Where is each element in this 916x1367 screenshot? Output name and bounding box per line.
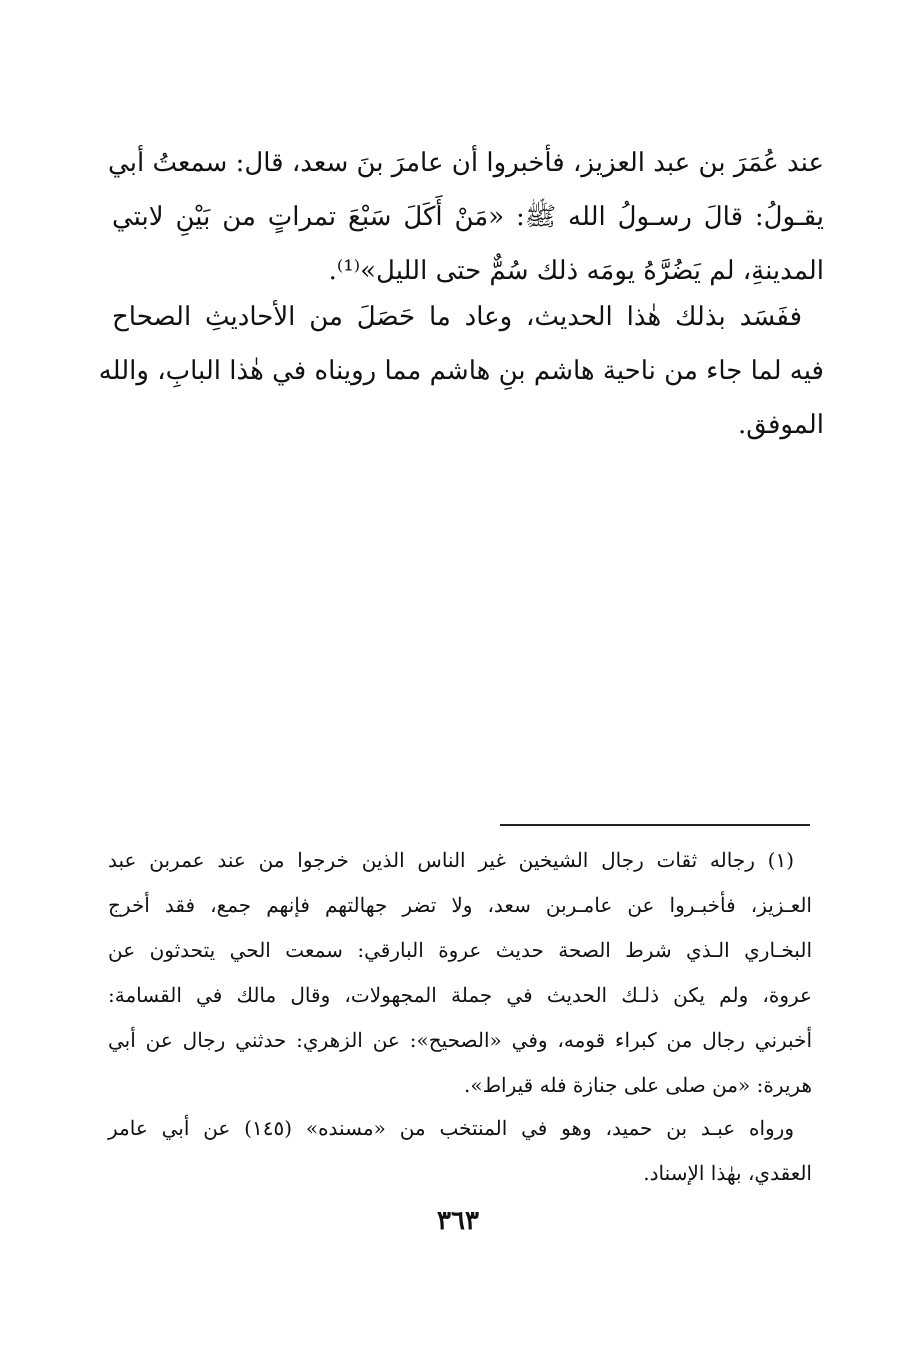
footnote-line: عروة، ولم يكن ذلـك الحديث في جملة المجهولات، وقال مالك في القسامة:: [108, 983, 812, 1007]
text-line: ففَسَد بذلك هٰذا الحديث، وعاد ما حَصَلَ من الأحاديثِ الصحاح: [112, 302, 802, 332]
text-line: المدينةِ، لم يَضُرَّهُ يومَه ذلك سُمٌّ حتى الليل»⁽¹⁾.: [328, 256, 824, 286]
footnote-line: (١) رجاله ثقات رجال الشيخين غير الناس الذين خرجوا من عند عمربن عبد: [108, 848, 794, 872]
footnote-separator: [500, 824, 810, 826]
text-line: يقـولُ: قالَ رسـولُ الله ﷺ: «مَنْ أَكَلَ سَبْعَ تمراتٍ من بَيْنِ لابتي: [112, 202, 824, 232]
footnote-line: العـزيز، فأخبـروا عن عامـربن سعد، ولا تضر جهالتهم فإنهم جمع، فقد أخرج: [108, 893, 812, 917]
footnote-line: العقدي، بهٰذا الإسناد.: [643, 1161, 812, 1185]
text-line: عند عُمَرَ بن عبد العزيز، فأخبروا أن عامرَ بنَ سعد، قال: سمعتُ أبي: [108, 148, 824, 178]
text-line: الموفق.: [738, 410, 824, 440]
text-line: فيه لما جاء من ناحية هاشم بنِ هاشم مما رويناه في هٰذا البابِ، والله: [98, 356, 824, 386]
footnote-line: هريرة: «من صلى على جنازة فله قيراط».: [463, 1073, 812, 1097]
main-paragraph-2: [98, 290, 824, 452]
footnote-line: ورواه عبـد بن حميد، وهو في المنتخب من «مسنده» (١٤٥) عن أبي عامر: [108, 1116, 794, 1140]
footnote-1: [108, 838, 812, 1108]
main-paragraph-1: [108, 136, 824, 298]
page-number: ٣٦٣: [437, 1206, 479, 1236]
footnote-line: أخبرني رجال من كبراء قومه، وفي «الصحيح»: عن الزهري: حدثني رجال عن أبي: [108, 1028, 812, 1052]
footnote-2: [108, 1106, 812, 1196]
footnote-line: البخـاري الـذي شرط الصحة حديث عروة البارقي: سمعت الحي يتحدثون عن: [108, 938, 812, 962]
